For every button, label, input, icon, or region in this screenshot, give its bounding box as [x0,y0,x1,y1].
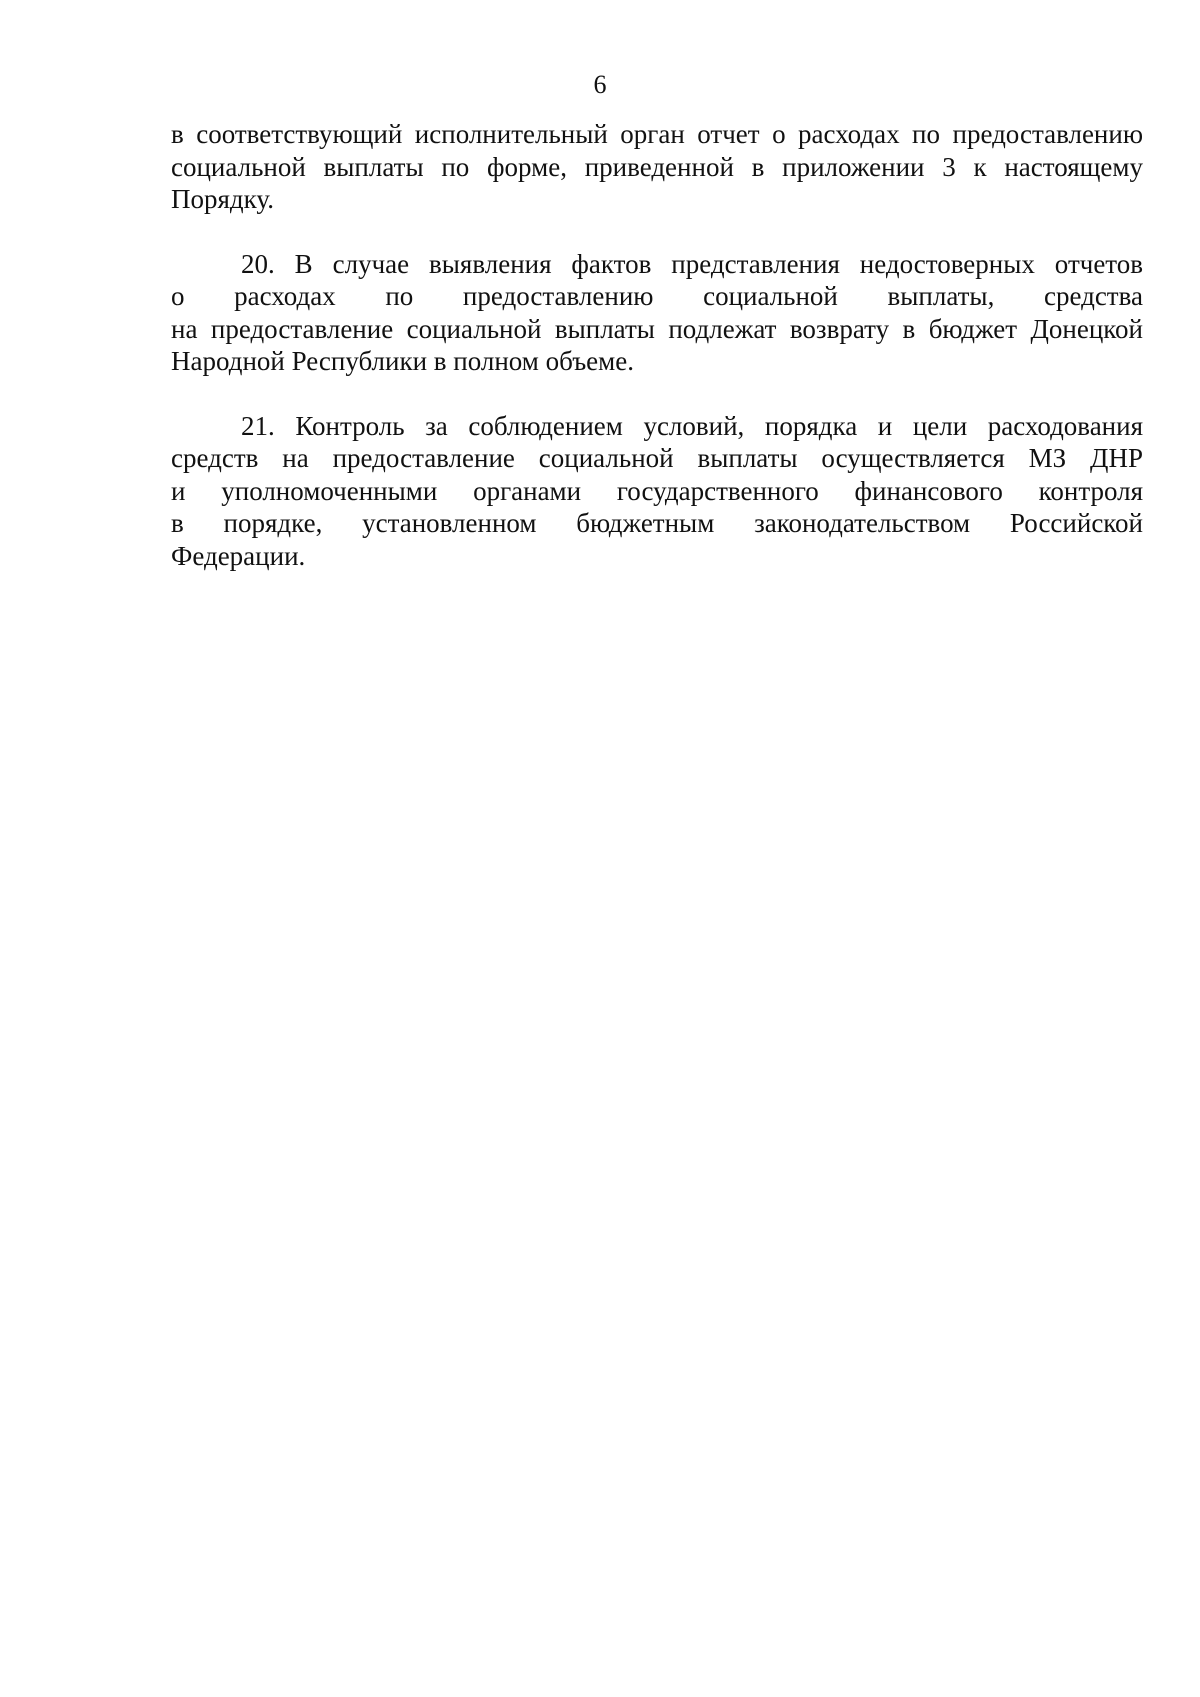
text-line: 21. Контроль за соблюдением условий, порядка и цели расходования [241,410,1143,441]
paragraph-continuation [171,118,1143,216]
text-line: о расходах по предоставлению социальной выплаты, средства [171,281,1143,311]
document-body [171,118,1143,572]
text-line: на предоставление социальной выплаты подлежат возврату в бюджет Донецкой [171,313,1143,344]
text-line: социальной выплаты по форме, приведенной в приложении 3 к настоящему [171,151,1143,182]
text-line: Порядку. [171,184,274,214]
text-line: Народной Республики в полном объеме. [171,346,634,376]
text-line: и уполномоченными органами государственного финансового контроля [171,475,1143,506]
text-line: в соответствующий исполнительный орган отчет о расходах по предоставлению [171,119,1143,149]
paragraph-item-20 [171,248,1143,378]
page-number: 6 [593,70,607,99]
text-line: 20. В случае выявления фактов представления недостоверных отчетов [241,248,1143,279]
text-line: Федерации. [171,540,306,571]
paragraph-item-21 [171,410,1143,573]
text-line: в порядке, установленном бюджетным законодательством Российской [171,508,1143,538]
text-line: средств на предоставление социальной выплаты осуществляется МЗ ДНР [171,443,1143,473]
